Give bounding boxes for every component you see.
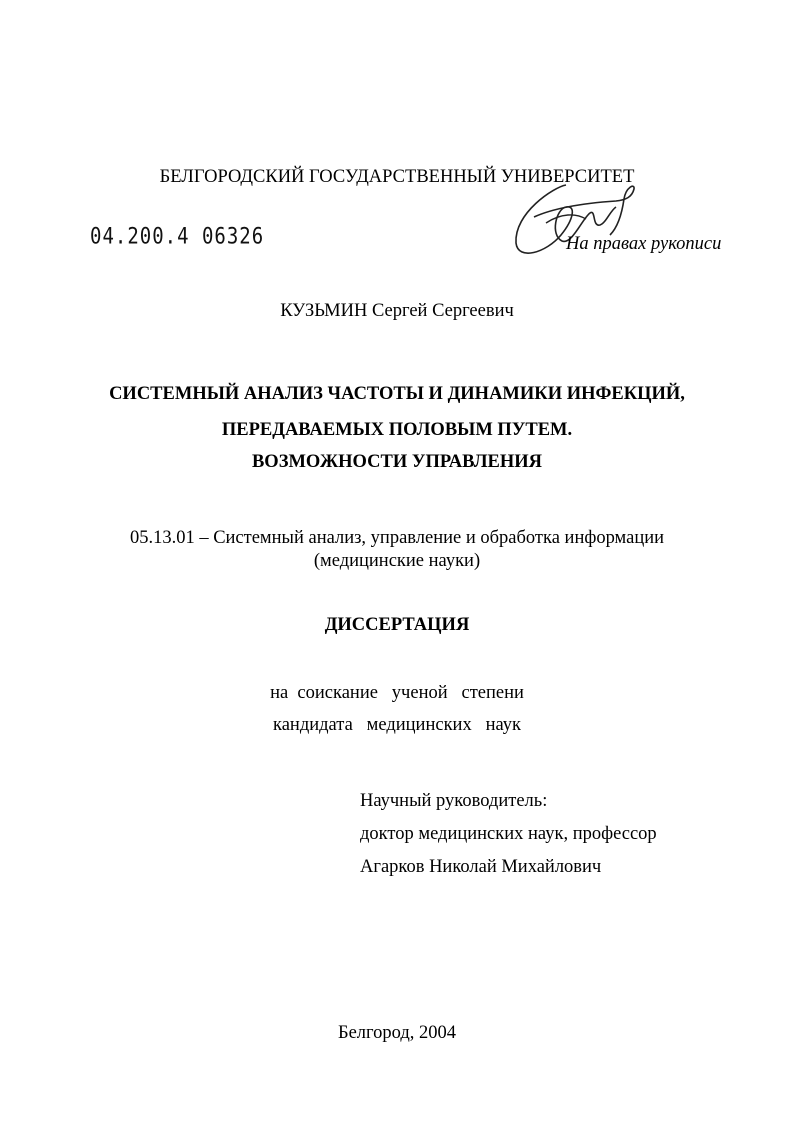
degree-line-1: на соискание ученой степени xyxy=(270,683,524,703)
supervisor-label: Научный руководитель: xyxy=(360,791,548,811)
archive-stamp-number: 04.200.4 06326 xyxy=(90,224,265,250)
manuscript-note: На правах рукописи xyxy=(566,234,722,254)
supervisor-title: доктор медицинских наук, профессор xyxy=(360,824,657,844)
city-year: Белгород, 2004 xyxy=(337,1023,457,1043)
supervisor-name: Агарков Николай Михайлович xyxy=(360,857,602,877)
degree-line-2: кандидата медицинских наук xyxy=(273,715,521,735)
specialty-field: (медицинские науки) xyxy=(313,551,481,571)
university-name: БЕЛГОРОДСКИЙ ГОСУДАРСТВЕННЫЙ УНИВЕРСИТЕТ xyxy=(159,167,635,187)
document-type: ДИССЕРТАЦИЯ xyxy=(324,615,470,635)
specialty-code: 05.13.01 – Системный анализ, управление и обработка информации xyxy=(129,528,665,548)
thesis-title-line-1: СИСТЕМНЫЙ АНАЛИЗ ЧАСТОТЫ И ДИНАМИКИ ИНФЕКЦИЙ, xyxy=(109,384,685,404)
thesis-title-line-2: ПЕРЕДАВАЕМЫХ ПОЛОВЫМ ПУТЕМ. xyxy=(221,420,573,440)
author-name: КУЗЬМИН Сергей Сергеевич xyxy=(280,301,514,321)
thesis-title-line-3: ВОЗМОЖНОСТИ УПРАВЛЕНИЯ xyxy=(251,452,543,472)
